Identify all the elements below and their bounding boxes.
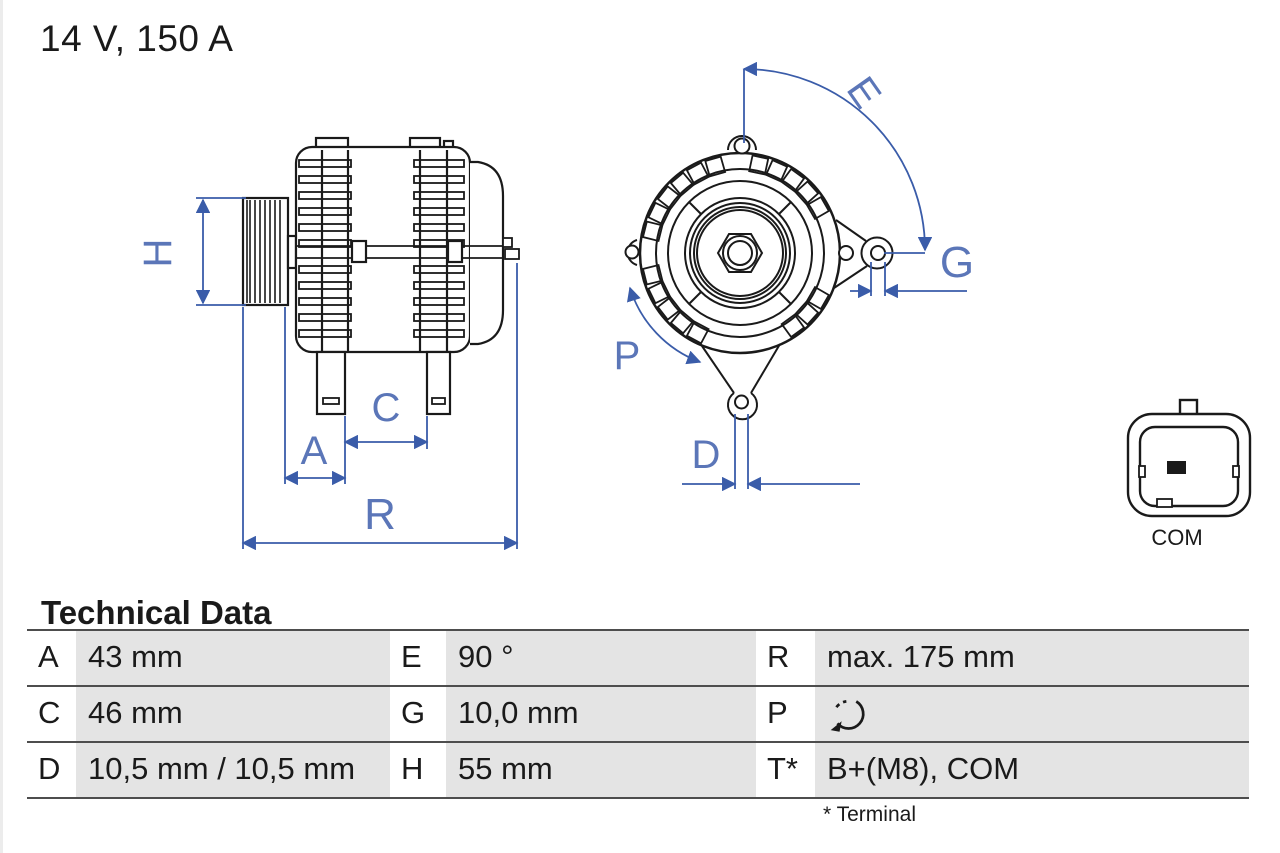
technical-data-table xyxy=(27,629,1249,799)
dimension-h xyxy=(196,198,246,305)
connector-label: COM xyxy=(1151,525,1203,550)
right-mounting-arm xyxy=(834,220,893,288)
table-row xyxy=(27,685,1249,741)
shaft-nut xyxy=(718,234,762,272)
front-view-drawing xyxy=(626,136,893,419)
table-row xyxy=(27,741,1249,797)
dim-label-d: D xyxy=(691,433,721,477)
terminal-footnote: * Terminal xyxy=(823,803,916,826)
spec-key-d: D xyxy=(27,743,76,797)
spec-key-g: G xyxy=(390,687,446,741)
spec-key-a: A xyxy=(27,631,76,685)
connector-pin xyxy=(1167,461,1186,474)
bottom-mounting-arm xyxy=(702,344,780,419)
housing-body xyxy=(296,138,503,352)
spec-value-e: 90 ° xyxy=(446,631,756,685)
spec-key-t: T* xyxy=(756,743,815,797)
spec-value-d: 10,5 mm / 10,5 mm xyxy=(76,743,390,797)
spec-value-t: B+(M8), COM xyxy=(815,743,1249,797)
dim-label-a: A xyxy=(300,429,328,473)
dim-label-e: E xyxy=(837,68,890,117)
spec-value-r: max. 175 mm xyxy=(815,631,1249,685)
top-ear xyxy=(728,136,756,154)
rotation-direction-icon xyxy=(827,692,873,738)
spec-key-h: H xyxy=(390,743,446,797)
left-ear xyxy=(626,240,639,265)
dim-label-p: P xyxy=(613,334,641,378)
dim-label-r: R xyxy=(364,490,396,539)
spec-value-p xyxy=(815,687,1249,741)
spec-key-e: E xyxy=(390,631,446,685)
pulley xyxy=(243,198,296,305)
spec-key-r: R xyxy=(756,631,815,685)
spec-value-c: 46 mm xyxy=(76,687,390,741)
page-title: 14 V, 150 A xyxy=(40,18,234,59)
table-row xyxy=(27,629,1249,685)
spec-key-p: P xyxy=(756,687,815,741)
rear-terminal xyxy=(503,238,519,259)
spec-value-g: 10,0 mm xyxy=(446,687,756,741)
spec-key-c: C xyxy=(27,687,76,741)
spec-value-h: 55 mm xyxy=(446,743,756,797)
technical-data-heading: Technical Data xyxy=(41,594,272,631)
dim-label-h: H xyxy=(136,238,180,268)
dim-label-c: C xyxy=(371,386,401,430)
dim-label-g: G xyxy=(939,238,975,287)
connector-drawing xyxy=(1128,400,1250,516)
spec-value-a: 43 mm xyxy=(76,631,390,685)
